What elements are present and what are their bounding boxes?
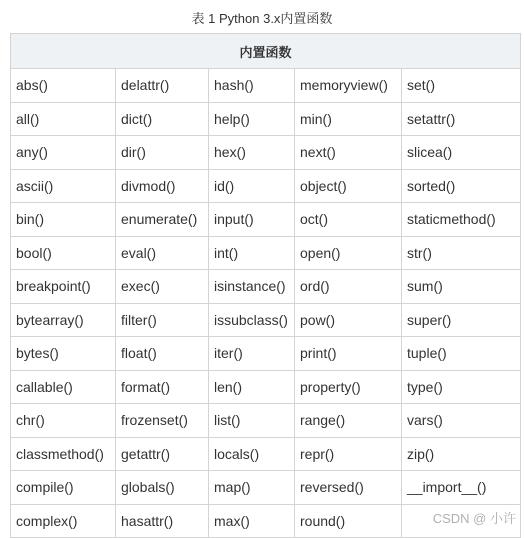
table-cell: classmethod() <box>11 437 116 471</box>
table-cell: slicea() <box>402 136 521 170</box>
table-cell: chr() <box>11 404 116 438</box>
table-cell: hex() <box>209 136 295 170</box>
table-cell: list() <box>209 404 295 438</box>
table-cell: issubclass() <box>209 303 295 337</box>
table-row <box>11 236 521 270</box>
table-row <box>11 370 521 404</box>
table-row <box>11 69 521 103</box>
table-cell: globals() <box>116 471 209 505</box>
table-cell: repr() <box>295 437 402 471</box>
table-row <box>11 303 521 337</box>
table-cell: round() <box>295 504 402 538</box>
table-caption: 表 1 Python 3.x内置函数 <box>191 11 333 26</box>
table-cell: print() <box>295 337 402 371</box>
table-row <box>11 404 521 438</box>
table-cell: tuple() <box>402 337 521 371</box>
table-header-row <box>11 34 521 69</box>
table-cell: open() <box>295 236 402 270</box>
table-cell: next() <box>295 136 402 170</box>
table-cell: hasattr() <box>116 504 209 538</box>
table-row <box>11 136 521 170</box>
table-row <box>11 203 521 237</box>
table-cell: range() <box>295 404 402 438</box>
table-cell: format() <box>116 370 209 404</box>
table-cell: object() <box>295 169 402 203</box>
table-cell: complex() <box>11 504 116 538</box>
table-cell: bool() <box>11 236 116 270</box>
table-cell: ascii() <box>11 169 116 203</box>
builtin-functions-table <box>10 33 521 538</box>
table-cell: locals() <box>209 437 295 471</box>
table-cell: exec() <box>116 270 209 304</box>
table-cell: bytes() <box>11 337 116 371</box>
table-cell: breakpoint() <box>11 270 116 304</box>
table-cell: ord() <box>295 270 402 304</box>
table-row <box>11 102 521 136</box>
table-cell: frozenset() <box>116 404 209 438</box>
table-cell: dict() <box>116 102 209 136</box>
table-cell: dir() <box>116 136 209 170</box>
table-row <box>11 471 521 505</box>
table-cell: memoryview() <box>295 69 402 103</box>
table-cell: isinstance() <box>209 270 295 304</box>
table-cell: __import__() <box>402 471 521 505</box>
table-cell: oct() <box>295 203 402 237</box>
table-cell: filter() <box>116 303 209 337</box>
table-cell: iter() <box>209 337 295 371</box>
table-cell: len() <box>209 370 295 404</box>
table-row <box>11 270 521 304</box>
watermark: CSDN @ 小许 <box>432 511 516 526</box>
table-cell: input() <box>209 203 295 237</box>
table-cell: getattr() <box>116 437 209 471</box>
table-cell: bin() <box>11 203 116 237</box>
table-cell: sum() <box>402 270 521 304</box>
table-body <box>11 69 521 538</box>
table-cell: type() <box>402 370 521 404</box>
table-cell: all() <box>11 102 116 136</box>
table-cell: setattr() <box>402 102 521 136</box>
table-cell: compile() <box>11 471 116 505</box>
table-cell: enumerate() <box>116 203 209 237</box>
table-cell: str() <box>402 236 521 270</box>
table-cell: int() <box>209 236 295 270</box>
table-row <box>11 437 521 471</box>
table-cell: sorted() <box>402 169 521 203</box>
table-cell: set() <box>402 69 521 103</box>
table-cell: divmod() <box>116 169 209 203</box>
table-cell: zip() <box>402 437 521 471</box>
table-header: 内置函数 <box>11 34 521 69</box>
table-cell: property() <box>295 370 402 404</box>
table-cell: delattr() <box>116 69 209 103</box>
table-row <box>11 169 521 203</box>
table-cell: eval() <box>116 236 209 270</box>
table-cell: vars() <box>402 404 521 438</box>
table-cell: help() <box>209 102 295 136</box>
table-row <box>11 337 521 371</box>
table-cell: pow() <box>295 303 402 337</box>
table-cell: float() <box>116 337 209 371</box>
table-cell: staticmethod() <box>402 203 521 237</box>
table-cell: reversed() <box>295 471 402 505</box>
table-cell: super() <box>402 303 521 337</box>
table-cell: map() <box>209 471 295 505</box>
table-cell: abs() <box>11 69 116 103</box>
table-cell: any() <box>11 136 116 170</box>
table-cell: bytearray() <box>11 303 116 337</box>
table-cell: id() <box>209 169 295 203</box>
table-cell: max() <box>209 504 295 538</box>
table-cell: min() <box>295 102 402 136</box>
table-cell: hash() <box>209 69 295 103</box>
table-cell: callable() <box>11 370 116 404</box>
